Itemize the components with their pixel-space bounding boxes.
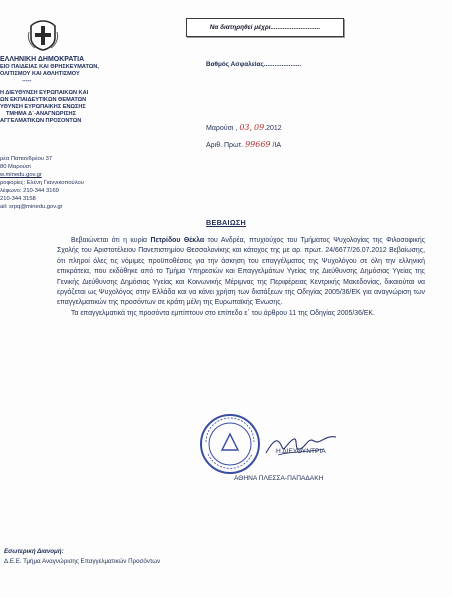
department-line: ΑΓΓΕΛΜΑΤΙΚΩΝ ΠΡΟΣΟΝΤΩΝ bbox=[0, 117, 82, 124]
date-year: .2012 bbox=[264, 125, 282, 132]
certificate-body bbox=[57, 236, 425, 319]
website-link[interactable]: w.minedu.gov.gr bbox=[0, 172, 42, 178]
date-separator: , bbox=[249, 123, 253, 132]
city: 80 Μαρούσι bbox=[0, 164, 31, 170]
protocol-number: 99669 bbox=[245, 140, 271, 149]
signatory-title: Η ΔΙΕΥΘΥΝΤΡΙΑ bbox=[276, 448, 326, 455]
retention-notice-box: Να διατηρηθεί μέχρι............................ bbox=[186, 18, 344, 37]
email-address: ail: srpq@minedu.gov.gr bbox=[0, 204, 63, 210]
protocol-suffix: /ΙΑ bbox=[272, 142, 282, 149]
department-line: ΤΜΗΜΑ Δ΄-ΑΝΑΓΝΩΡΙΣΗΣ bbox=[6, 110, 76, 117]
paragraph-rest: του Ανδρέα, πτυχιούχος του Τμήματος Ψυχολογίας της Φιλοσοφικής Σχολής του Αριστοτέλειου Πανεπιστημίου Θεσσαλονίκης και κάτοχος της με αρ. πρωτ. 24/6677/26.07.2012 Βεβαίωσης, ότι πληροί όλες τις νόμιμες προϋποθέσεις για την άσκηση του επαγγέλματος της Ψυχολόγου σε όλη την ελληνική επικράτεια, που εκδόθηκε από το Τμήμα Υπηρεσιών και Επαγγελμάτων Υγείας της Διεύθυνσης Δημόσιας Υγείας της Γενικής Διεύθυνσης Δημόσιας Υγείας και Κοινωνικής Μέριμνας της Περιφέρειας Κεντρικής Μακεδονίας, δικαιούται να εργάζεται ως Ψυχολόγος στην Ελλάδα και να κάνει χρήση των διατάξεων της Οδηγίας 2005/36/ΕΚ για αναγνώριση των επαγγελματικών της προσόντων σε κράτη μέλη της Ευρωπαϊκής Ένωσης. bbox=[57, 237, 426, 307]
date-line bbox=[206, 123, 282, 132]
greek-emblem-icon bbox=[26, 18, 60, 52]
distribution-title: Εσωτερική Διανομή: bbox=[4, 548, 64, 555]
handwritten-signature-icon bbox=[264, 433, 338, 459]
country-name: ΕΛΛΗΝΙΚΗ ΔΗΜΟΚΡΑΤΙΑ bbox=[0, 56, 85, 63]
paragraph-intro: Βεβαιώνεται ότι η κυρία bbox=[71, 237, 151, 244]
contact-person: ροφορίες: Ελένη Γιαννικοπούλου bbox=[0, 180, 84, 186]
date-month: 09 bbox=[254, 123, 265, 132]
address: ρέα Παπανδρέου 37 bbox=[0, 156, 53, 162]
issuer-header bbox=[0, 56, 170, 124]
department-line: ΩΝ ΕΚΠΑΙΔΕΥΤΙΚΩΝ ΘΕΜΑΤΩΝ bbox=[0, 97, 87, 104]
distribution-item: Δ.Ε.Ε. Τμήμα Αναγνώρισης Επαγγελματικών Προσόντων bbox=[4, 558, 161, 565]
department-line: ΥΘΥΝΣΗ ΕΥΡΩΠΑΪΚΗΣ ΕΝΩΣΗΣ bbox=[0, 103, 86, 110]
body-paragraph: Τα επαγγελματικά της προσόντα εμπίπτουν στο επίπεδο ε΄ του άρθρου 11 της Οδηγίας 2005/36/ΕΚ. bbox=[71, 309, 375, 317]
official-stamp-icon bbox=[198, 412, 262, 476]
date-day: 03 bbox=[239, 123, 250, 132]
ministry-line: ΕΙΟ ΠΑΙΔΕΙΑΣ ΚΑΙ ΘΡΗΣΚΕΥΜΑΤΩΝ, bbox=[0, 64, 99, 70]
fax-number: 210-344 3158 bbox=[0, 196, 36, 202]
document-title: ΒΕΒΑΙΩΣΗ bbox=[205, 218, 247, 227]
phone-number: λέφωνο: 210-344 3169 bbox=[0, 188, 59, 194]
protocol-line bbox=[206, 140, 281, 149]
contact-block bbox=[0, 155, 170, 211]
date-label: Μαρούσι , bbox=[206, 125, 238, 132]
department-line: Η ΔΙΕΥΘΥΝΣΗ ΕΥΡΩΠΑΪΚΩΝ ΚΑΙ bbox=[0, 90, 89, 97]
classification-field: Βαθμός Ασφαλείας..................... bbox=[206, 61, 302, 68]
signatory-name: ΑΘΗΝΑ ΠΛΕΣΣΑ-ΠΑΠΑΔΑΚΗ bbox=[234, 475, 324, 482]
ministry-line: ----- bbox=[22, 77, 32, 84]
holder-name: Πετρίδου Θέκλα bbox=[150, 237, 205, 244]
ministry-line: ΟΛΙΤΙΣΜΟΥ ΚΑΙ ΑΘΛΗΤΙΣΜΟΥ bbox=[0, 70, 80, 77]
body-paragraph bbox=[57, 236, 425, 309]
protocol-label: Αριθ. Πρωτ. bbox=[206, 142, 244, 149]
